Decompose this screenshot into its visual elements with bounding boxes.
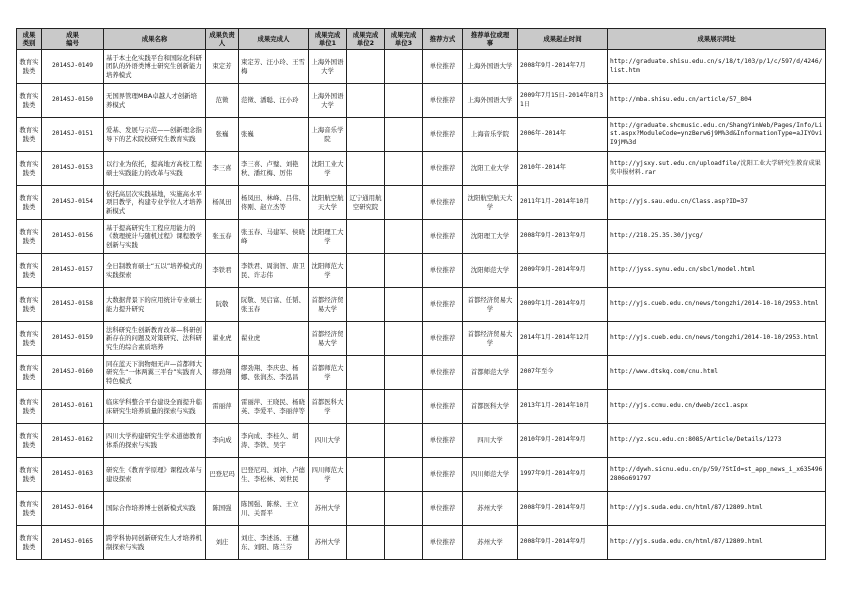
cell-id: 2014SJ-0158 [42,288,104,322]
cell-url[interactable]: http://yjs.suda.edu.cn/html/87/12809.html [608,492,826,526]
cell-leader: 陈国强 [206,492,239,526]
column-header-unit-2: 成果完成 单位2 [347,29,385,50]
cell-recommender: 苏州大学 [463,526,518,560]
cell-unit-2 [347,220,385,254]
cell-recommender: 首都经济贸易大学 [463,288,518,322]
table-row [17,288,826,322]
table-row [17,84,826,118]
cell-title: 基于提高研究生工程应用能力的《数理统计与随机过程》课程教学创新与实践 [104,220,206,254]
cell-recommend-method: 单位推荐 [423,288,463,322]
cell-category: 教育实践类 [17,458,42,492]
cell-unit-1: 上海外国语大学 [309,84,347,118]
cell-members: 刘庄、李述汤、王穗东、刘阳、陈兰芬 [239,526,309,560]
cell-unit-1: 苏州大学 [309,526,347,560]
cell-unit-2 [347,254,385,288]
column-header-unit-1: 成果完成 单位1 [309,29,347,50]
cell-period: 2009年1月-2014年9月 [518,288,608,322]
column-header-recommender: 推荐单位或理 事 [463,29,518,50]
cell-unit-2 [347,118,385,152]
cell-id: 2014SJ-0153 [42,152,104,186]
cell-unit-2 [347,50,385,84]
column-header-id: 成果 编号 [42,29,104,50]
cell-recommender: 首都医科大学 [463,390,518,424]
column-header-category: 成果 类别 [17,29,42,50]
cell-title: 四川大学构建研究生学术道德教育体系的探索与实践 [104,424,206,458]
cell-members: 巴登尼玛、刘冲、卢德生、李松林、刘世民 [239,458,309,492]
cell-title: 法科研究生创新教育改革—科研创新存在的问题及对策研究、法科研究生的综合素质培养 [104,322,206,356]
cell-category: 教育实践类 [17,254,42,288]
cell-unit-2 [347,288,385,322]
cell-url[interactable]: http://yjs.ccmu.edu.cn/dweb/zcc1.aspx [608,390,826,424]
cell-recommender: 首都经济贸易大学 [463,322,518,356]
cell-url[interactable]: http://www.dtskq.com/cnu.html [608,356,826,390]
cell-id: 2014SJ-0150 [42,84,104,118]
cell-unit-1: 沈阳理工大学 [309,220,347,254]
cell-leader: 翟业虎 [206,322,239,356]
cell-title: 以行业为依托，提高地方高校工程硕士实践能力的改革与实践 [104,152,206,186]
cell-leader: 缪劲翔 [206,356,239,390]
cell-recommend-method: 单位推荐 [423,152,463,186]
cell-id: 2014SJ-0159 [42,322,104,356]
column-header-members: 成果完成人 [239,29,309,50]
cell-period: 2011年1月-2014年10月 [518,186,608,220]
cell-title: 研究生《教育学原理》课程改革与建设探索 [104,458,206,492]
cell-members: 雷丽萍、王晓民、杨晓英、李爱平、李丽萍等 [239,390,309,424]
column-header-url: 成果展示网址 [608,29,826,50]
cell-members: 张玉春、马建军、侯晓峰 [239,220,309,254]
cell-leader: 巴登尼玛 [206,458,239,492]
cell-unit-3 [385,152,423,186]
cell-leader: 刘庄 [206,526,239,560]
cell-members: 李铁君、周润智、唐卫民、许志伟 [239,254,309,288]
table-row [17,322,826,356]
cell-recommender: 上海音乐学院 [463,118,518,152]
table-row [17,390,826,424]
table-header [17,29,826,50]
cell-period: 2010年9月-2014年9月 [518,424,608,458]
cell-category: 教育实践类 [17,84,42,118]
cell-category: 教育实践类 [17,50,42,84]
cell-url[interactable]: http://dywh.sicnu.edu.cn/p/59/?StId=st_app_news_i_x6354962806o691797 [608,458,826,492]
column-header-recommend-method: 推荐方式 [423,29,463,50]
cell-unit-3 [385,424,423,458]
cell-url[interactable]: http://yjs.sau.edu.cn/Class.asp?ID=37 [608,186,826,220]
cell-recommend-method: 单位推荐 [423,390,463,424]
cell-members: 张巍 [239,118,309,152]
cell-url[interactable]: http://yjsxy.sut.edu.cn/uploadfile/沈阳工业大学研究生教育成果奖申报材料.rar [608,152,826,186]
cell-category: 教育实践类 [17,118,42,152]
cell-unit-3 [385,390,423,424]
cell-leader: 阮敬 [206,288,239,322]
cell-unit-1: 沈阳师范大学 [309,254,347,288]
cell-recommend-method: 单位推荐 [423,186,463,220]
table-row [17,492,826,526]
cell-unit-1: 首都经济贸易大学 [309,322,347,356]
cell-id: 2014SJ-0156 [42,220,104,254]
cell-period: 1997年9月-2014年9月 [518,458,608,492]
cell-unit-3 [385,50,423,84]
cell-unit-1: 首都师范大学 [309,356,347,390]
table-row [17,186,826,220]
cell-period: 2008年9月-2014年9月 [518,526,608,560]
cell-recommend-method: 单位推荐 [423,254,463,288]
cell-leader: 李向成 [206,424,239,458]
cell-category: 教育实践类 [17,220,42,254]
table-row [17,50,826,84]
cell-category: 教育实践类 [17,492,42,526]
cell-unit-1: 四川师范大学 [309,458,347,492]
cell-leader: 张巍 [206,118,239,152]
column-header-unit-3: 成果完成 单位3 [385,29,423,50]
cell-id: 2014SJ-0157 [42,254,104,288]
cell-period: 2006年-2014年 [518,118,608,152]
cell-url[interactable]: http://graduate.shcmusic.edu.cn/ShangYinWeb/Pages/Info/List.aspx?ModuleCode=ynzBerw6j9M%3d&InformationType=aJIYOviI9jM%3d [608,118,826,152]
table-row [17,526,826,560]
cell-unit-3 [385,186,423,220]
table-row [17,356,826,390]
cell-period: 2010年-2014年 [518,152,608,186]
cell-title: 全日制教育硕士“五以”培养模式的实践探索 [104,254,206,288]
cell-members: 李三喜、卢璧、刘艳秋、潘红梅、厉伟 [239,152,309,186]
cell-members: 阮敬、吴启富、任韬、张玉春 [239,288,309,322]
cell-id: 2014SJ-0160 [42,356,104,390]
cell-recommender: 沈阳航空航天大学 [463,186,518,220]
cell-unit-1: 首都医科大学 [309,390,347,424]
cell-url[interactable]: http://yjs.cueb.edu.cn/news/tongzhi/2014-10-10/2953.html [608,288,826,322]
cell-id: 2014SJ-0164 [42,492,104,526]
cell-members: 翟业虎 [239,322,309,356]
cell-unit-2 [347,526,385,560]
cell-period: 2008年9月-2014年9月 [518,492,608,526]
cell-unit-2 [347,390,385,424]
cell-recommender: 上海外国语大学 [463,50,518,84]
cell-recommend-method: 单位推荐 [423,50,463,84]
cell-unit-2: 辽宁通用航空研究院 [347,186,385,220]
table-row [17,118,826,152]
table-row [17,424,826,458]
cell-recommender: 四川大学 [463,424,518,458]
cell-unit-2 [347,322,385,356]
cell-members: 杨凤田、林峰、吕伟、佟刚、赵立杰等 [239,186,309,220]
cell-recommend-method: 单位推荐 [423,492,463,526]
cell-members: 李向成、李桂久、胡涛、李铁、吴宇 [239,424,309,458]
cell-url[interactable]: http://yz.scu.edu.cn:8085/Article/Details/1273 [608,424,826,458]
cell-unit-3 [385,220,423,254]
cell-url[interactable]: http://mba.shisu.edu.cn/article/57_804 [608,84,826,118]
cell-members: 陈国强、陈蔡、王立川、关晋平 [239,492,309,526]
cell-title: 跨学科协同创新研究生人才培养机制探索与实践 [104,526,206,560]
table-row [17,152,826,186]
cell-members: 束定芳、汪小玲、王雪梅 [239,50,309,84]
cell-unit-3 [385,356,423,390]
cell-url[interactable]: http://jyss.synu.edu.cn/sbcl/model.html [608,254,826,288]
cell-id: 2014SJ-0154 [42,186,104,220]
cell-leader: 范徵 [206,84,239,118]
cell-category: 教育实践类 [17,322,42,356]
cell-title: 同在蓝天下润物细无声—首都师大研究生“一体两翼三平台”实践育人特色模式 [104,356,206,390]
cell-unit-2 [347,152,385,186]
cell-leader: 雷丽萍 [206,390,239,424]
cell-id: 2014SJ-0151 [42,118,104,152]
column-header-leader: 成果负责 人 [206,29,239,50]
cell-unit-3 [385,458,423,492]
cell-url[interactable]: http://yjs.cueb.edu.cn/news/tongzhi/2014-10-10/2953.html [608,322,826,356]
cell-unit-1: 苏州大学 [309,492,347,526]
cell-category: 教育实践类 [17,424,42,458]
cell-recommend-method: 单位推荐 [423,526,463,560]
cell-recommend-method: 单位推荐 [423,356,463,390]
cell-period: 2009年9月-2014年9月 [518,254,608,288]
cell-unit-3 [385,118,423,152]
header-row [17,29,826,50]
column-header-title: 成果名称 [104,29,206,50]
cell-url[interactable]: http://yjs.suda.edu.cn/html/87/12809.html [608,526,826,560]
cell-recommend-method: 单位推荐 [423,220,463,254]
cell-unit-3 [385,526,423,560]
cell-category: 教育实践类 [17,356,42,390]
cell-id: 2014SJ-0161 [42,390,104,424]
cell-leader: 李三喜 [206,152,239,186]
cell-period: 2008年9月-2014年7月 [518,50,608,84]
cell-unit-1: 首都经济贸易大学 [309,288,347,322]
cell-unit-1: 沈阳工业大学 [309,152,347,186]
cell-category: 教育实践类 [17,390,42,424]
cell-leader: 李铁君 [206,254,239,288]
table-row [17,254,826,288]
cell-unit-3 [385,254,423,288]
cell-title: 临床学科整合平台建设全面提升临床研究生培养质量的探索与实践 [104,390,206,424]
cell-period: 2013年1月-2014年10月 [518,390,608,424]
cell-title: 大数据背景下的应用统计专业硕士能力提升研究 [104,288,206,322]
cell-recommender: 苏州大学 [463,492,518,526]
cell-category: 教育实践类 [17,288,42,322]
column-header-period: 成果起止时间 [518,29,608,50]
cell-unit-3 [385,322,423,356]
cell-category: 教育实践类 [17,186,42,220]
cell-recommender: 沈阳工业大学 [463,152,518,186]
cell-recommend-method: 单位推荐 [423,424,463,458]
cell-unit-2 [347,424,385,458]
cell-title: 无国界管理MBA卓越人才创新培养模式 [104,84,206,118]
cell-unit-1: 四川大学 [309,424,347,458]
table-row [17,220,826,254]
cell-leader: 束定芳 [206,50,239,84]
results-table [16,28,826,560]
cell-recommender: 沈阳理工大学 [463,220,518,254]
cell-id: 2014SJ-0165 [42,526,104,560]
cell-category: 教育实践类 [17,526,42,560]
cell-recommend-method: 单位推荐 [423,118,463,152]
cell-recommender: 四川师范大学 [463,458,518,492]
table-body [17,50,826,560]
cell-recommender: 首都师范大学 [463,356,518,390]
cell-unit-2 [347,458,385,492]
cell-title: 国际合作培养博士创新模式实践 [104,492,206,526]
cell-title: 基于本土化实践平台和国际化科研团队的外语类博士研究生创新能力培养模式 [104,50,206,84]
cell-title: 爱基、发展与示范——创新理念指导下的艺术院校研究生教育实践 [104,118,206,152]
cell-unit-1: 上海外国语大学 [309,50,347,84]
cell-period: 2007年至今 [518,356,608,390]
cell-id: 2014SJ-0163 [42,458,104,492]
cell-unit-2 [347,84,385,118]
cell-unit-3 [385,492,423,526]
cell-unit-1: 上海音乐学院 [309,118,347,152]
cell-id: 2014SJ-0162 [42,424,104,458]
cell-recommend-method: 单位推荐 [423,84,463,118]
cell-period: 2009年7月15日-2014年8月31日 [518,84,608,118]
cell-recommender: 沈阳师范大学 [463,254,518,288]
cell-unit-2 [347,492,385,526]
cell-members: 缪劲翔、李庆忠、杨娜、张润杰、李泓昌 [239,356,309,390]
cell-recommender: 上海外国语大学 [463,84,518,118]
cell-members: 范徵、潘聪、汪小玲 [239,84,309,118]
cell-unit-1: 沈阳航空航天大学 [309,186,347,220]
cell-unit-3 [385,288,423,322]
cell-leader: 杨凤田 [206,186,239,220]
cell-unit-3 [385,84,423,118]
cell-recommend-method: 单位推荐 [423,322,463,356]
cell-id: 2014SJ-0149 [42,50,104,84]
cell-recommend-method: 单位推荐 [423,458,463,492]
cell-category: 教育实践类 [17,152,42,186]
cell-unit-2 [347,356,385,390]
cell-leader: 张玉春 [206,220,239,254]
cell-url[interactable]: http://218.25.35.30/jycg/ [608,220,826,254]
cell-title: 依托高层次实践基地，实施高水平项目教学，构建专业学位人才培养新模式 [104,186,206,220]
cell-period: 2008年9月-2013年9月 [518,220,608,254]
table-row [17,458,826,492]
cell-url[interactable]: http://graduate.shisu.edu.cn/s/18/t/103/p/1/c/597/d/4246/list.htm [608,50,826,84]
cell-period: 2014年1月-2014年12月 [518,322,608,356]
